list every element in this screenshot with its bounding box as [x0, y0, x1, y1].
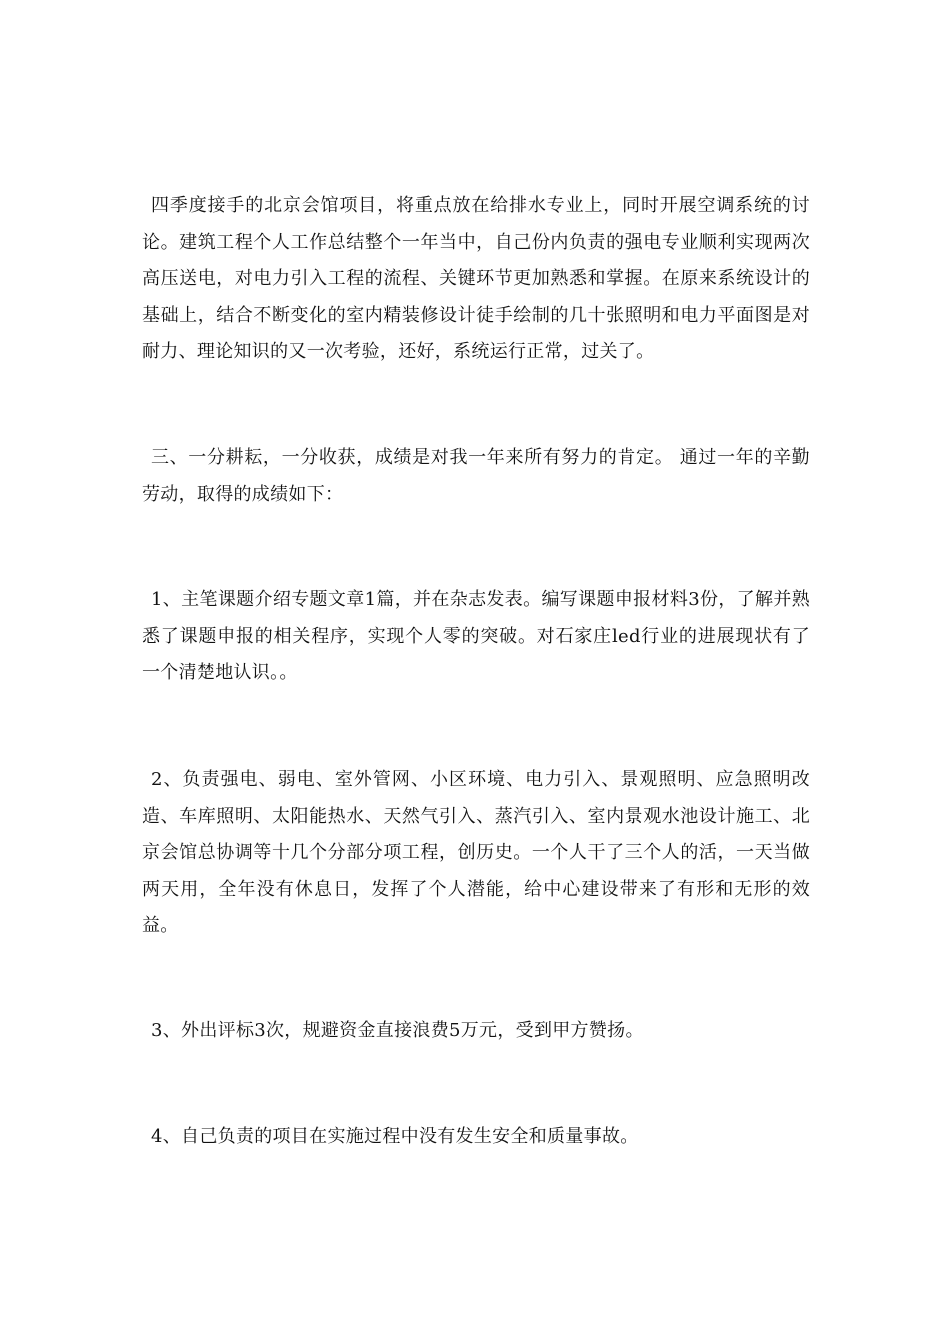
paragraph-achievement-1: 1、主笔课题介绍专题文章1篇，并在杂志发表。编写课题申报材料3份，了解并熟悉了课题申报的相关程序，实现个人零的突破。对石家庄led行业的进展现状有了一个清楚地认识。。 [142, 589, 810, 683]
paragraph-q4-beijing-club: 四季度接手的北京会馆项目，将重点放在给排水专业上，同时开展空调系统的讨论。建筑工程个人工作总结整个一年当中，自己份内负责的强电专业顺利实现两次高压送电，对电力引入工程的流程、关键环节更加熟悉和掌握。在原来系统设计的基础上，结合不断变化的室内精装修设计徒手绘制的几十张照明和电力平面图是对耐力、理论知识的又一次考验，还好，系统运行正常，过关了。 [142, 195, 810, 362]
paragraph-achievement-4: 4、自己负责的项目在实施过程中没有发生安全和质量事故。 [151, 1126, 639, 1147]
paragraph-section-three-heading: 三、一分耕耘，一分收获，成绩是对我一年来所有努力的肯定。 通过一年的辛勤劳动，取得的成绩如下： [142, 447, 810, 505]
paragraph-achievement-3: 3、外出评标3次，规避资金直接浪费5万元，受到甲方赞扬。 [151, 1020, 644, 1041]
paragraph-achievement-2: 2、负责强电、弱电、室外管网、小区环境、电力引入、景观照明、应急照明改造、车库照明、太阳能热水、天然气引入、蒸汽引入、室内景观水池设计施工、北京会馆总协调等十几个分部分项工程，创历史。一个人干了三个人的活，一天当做两天用，全年没有休息日，发挥了个人潜能，给中心建设带来了有形和无形的效益。 [142, 769, 810, 936]
